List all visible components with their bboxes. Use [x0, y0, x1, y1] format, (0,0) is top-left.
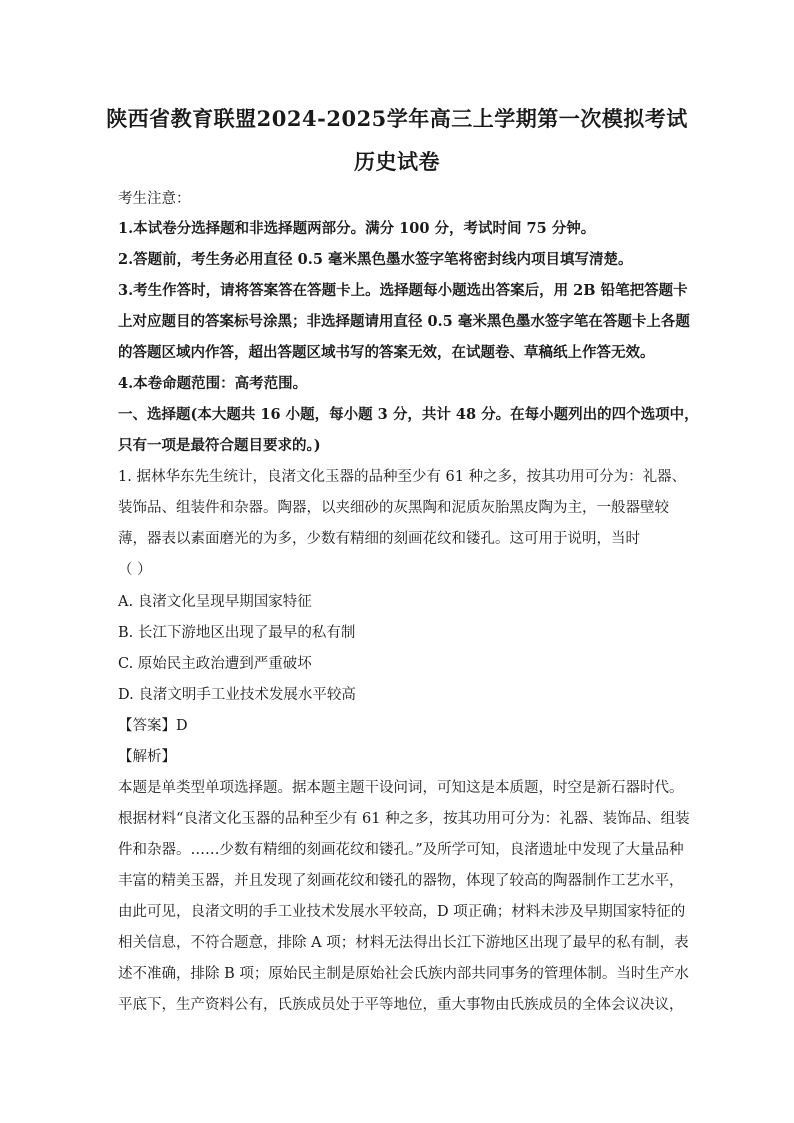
exam-subtitle: 历史试卷	[354, 149, 440, 174]
notice-item: 上对应题目的答案标号涂黑；非选择题请用直径 0.5 毫米黑色墨水签字笔在答题卡上各题	[118, 313, 690, 330]
question-stem: 1. 据林华东先生统计，良渚文化玉器的品种至少有 61 种之多，按其功用可分为：礼器、	[118, 469, 687, 485]
option-d: D. 良渚文明手工业技术发展水平较高	[118, 687, 356, 703]
notice-item: 4.本卷命题范围：高考范围。	[118, 375, 308, 392]
notice-item: 3.考生作答时，请将答案答在答题卡上。选择题每小题选出答案后，用 2B 铅笔把答题卡	[118, 282, 688, 299]
analysis-text: 本题是单类型单项选择题。据本题主题干设问词，可知这是本质题，时空是新石器时代。	[118, 780, 684, 796]
option-b: B. 长江下游地区出现了最早的私有制	[118, 625, 356, 641]
analysis-text: 述不准确，排除 B 项；原始民主制是原始社会氏族内部共同事务的管理体制。当时生产水	[118, 966, 689, 982]
analysis-heading: 【解析】	[118, 749, 176, 765]
question-stem: 薄，器表以素面磨光的为多，少数有精细的刻画花纹和镂孔。这可用于说明，当时	[118, 531, 640, 547]
option-a: A. 良渚文化呈现早期国家特征	[118, 594, 312, 610]
analysis-text: 丰富的精美玉器，并且发现了刻画花纹和镂孔的器物，体现了较高的陶器制作工艺水平，	[118, 873, 684, 889]
notice-heading: 考生注意：	[118, 191, 191, 207]
analysis-text: 由此可见，良渚文明的手工业技术发展水平较高，D 项正确；材料未涉及早期国家特征的	[118, 904, 686, 920]
exam-title: 陕西省教育联盟2024-2025学年高三上学期第一次模拟考试	[106, 106, 688, 131]
analysis-text: 平底下，生产资料公有，氏族成员处于平等地位，重大事物由氏族成员的全体会议决议，	[118, 997, 684, 1013]
notice-item: 2.答题前，考生务必用直径 0.5 毫米黑色墨水签字笔将密封线内项目填写清楚。	[118, 251, 633, 268]
analysis-text: 根据材料“良渚文化玉器的品种至少有 61 种之多，按其功用可分为：礼器、装饰品、组装	[118, 811, 690, 827]
answer-blank: （ ）	[118, 562, 152, 578]
answer-label: 【答案】D	[118, 718, 188, 734]
analysis-text: 件和杂器。……少数有精细的刻画花纹和镂孔。”及所学可知，良渚遗址中发现了大量品种	[118, 842, 684, 858]
notice-item: 1.本试卷分选择题和非选择题两部分。满分 100 分，考试时间 75 分钟。	[118, 220, 596, 237]
analysis-text: 相关信息，不符合题意，排除 A 项；材料无法得出长江下游地区出现了最早的私有制，表	[118, 935, 689, 951]
option-c: C. 原始民主政治遭到严重破坏	[118, 656, 312, 672]
section-heading: 只有一项是最符合题目要求的。)	[118, 437, 321, 454]
notice-item: 的答题区域内作答，超出答题区域书写的答案无效，在试题卷、草稿纸上作答无效。	[118, 344, 655, 361]
section-heading: 一、选择题(本大题共 16 小题，每小题 3 分，共计 48 分。在每小题列出的四个选项中，	[118, 406, 699, 423]
question-stem: 装饰品、组装件和杂器。陶器，以夹细砂的灰黑陶和泥质灰胎黑皮陶为主，一般器壁较	[118, 500, 669, 516]
